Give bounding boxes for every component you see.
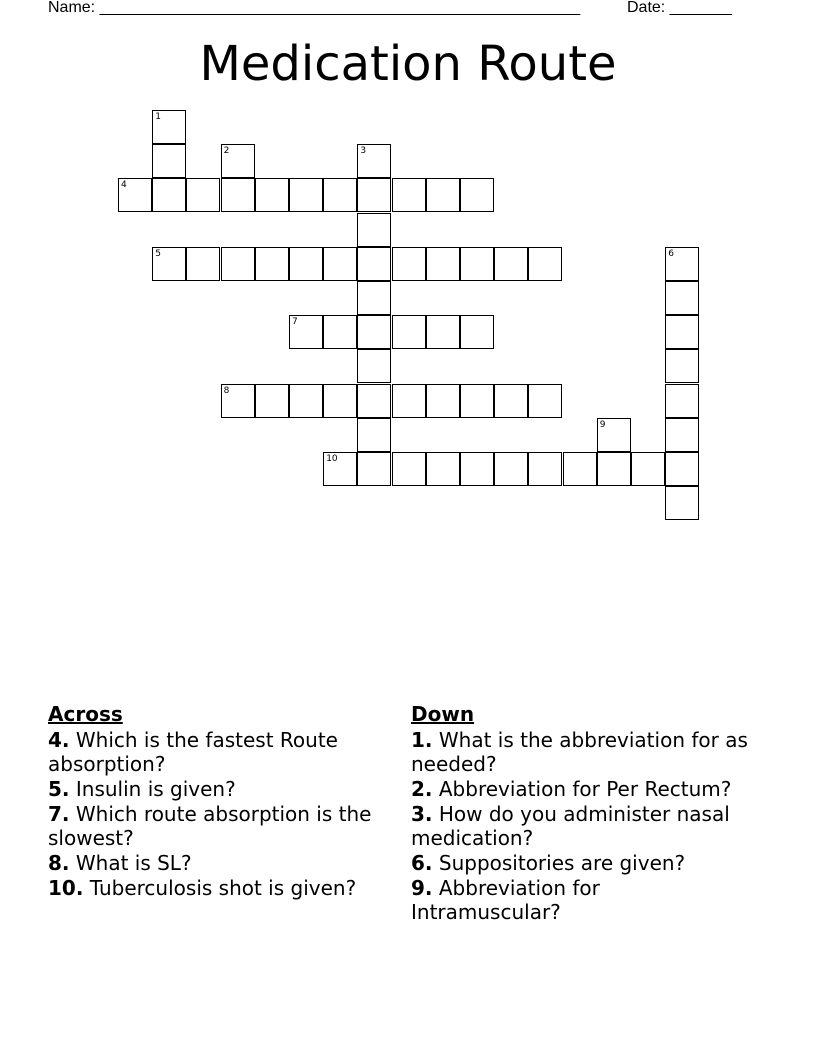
crossword-cell[interactable] [152,178,186,212]
clue-number: 8. [48,851,70,875]
cell-number: 7 [292,317,298,328]
crossword-cell[interactable] [460,247,494,281]
clue-text: Abbreviation for Per Rectum? [438,777,732,801]
crossword-cell[interactable] [597,418,631,452]
crossword-cell[interactable] [631,452,665,486]
crossword-cell[interactable] [221,384,255,418]
crossword-cell[interactable] [426,247,460,281]
clue-text: Insulin is given? [75,777,236,801]
crossword-cell[interactable] [528,384,562,418]
cell-number: 9 [599,419,606,430]
crossword-cell[interactable] [152,144,186,178]
crossword-cell[interactable] [460,452,494,486]
crossword-cell[interactable] [357,281,391,315]
clue-number: 6. [411,851,433,875]
crossword-cell[interactable] [494,247,528,281]
crossword-cell[interactable] [289,247,323,281]
crossword-cell[interactable] [255,178,289,212]
crossword-cell[interactable] [460,315,494,349]
crossword-cell[interactable] [665,315,699,349]
crossword-cell[interactable] [323,452,357,486]
crossword-cell[interactable] [221,178,255,212]
crossword-cell[interactable] [186,247,220,281]
crossword-cell[interactable] [665,349,699,383]
crossword-cell[interactable] [460,384,494,418]
crossword-cell[interactable] [494,452,528,486]
crossword-cell[interactable] [289,384,323,418]
clue-down-1 [411,728,751,776]
page-title: Medication Route [199,36,617,92]
clue-number: 3. [411,802,433,826]
crossword-cell[interactable] [392,315,426,349]
crossword-cell[interactable] [392,384,426,418]
crossword-cell[interactable] [255,247,289,281]
clue-number: 4. [48,728,70,752]
crossword-cell[interactable] [152,110,186,144]
cell-number: 3 [360,146,367,157]
crossword-cell[interactable] [357,315,391,349]
cell-number: 5 [155,248,161,259]
crossword-cell[interactable] [186,178,220,212]
cell-number: 6 [668,248,674,259]
crossword-cell[interactable] [426,384,460,418]
crossword-cell[interactable] [357,452,391,486]
crossword-cell[interactable] [357,213,391,247]
crossword-cell[interactable] [152,247,186,281]
crossword-cell[interactable] [357,349,391,383]
crossword-cell[interactable] [528,247,562,281]
crossword-cell[interactable] [392,178,426,212]
crossword-cell[interactable] [665,452,699,486]
crossword-cell[interactable] [255,384,289,418]
down-heading: Down [411,702,475,726]
clue-down-6 [411,851,751,875]
crossword-cell[interactable] [597,452,631,486]
clue-text: Suppositories are given? [438,851,686,875]
crossword-cell[interactable] [392,452,426,486]
clue-text: Which is the fastest Route absorption? [48,728,338,776]
crossword-cell[interactable] [563,452,597,486]
crossword-cell[interactable] [323,178,357,212]
cell-number: 8 [223,385,230,396]
crossword-cell[interactable] [392,247,426,281]
crossword-cell[interactable] [426,315,460,349]
clue-down-3 [411,802,751,850]
crossword-cell[interactable] [528,452,562,486]
crossword-cell[interactable] [357,144,391,178]
date-field-label: Date: _______ [627,0,732,16]
crossword-cell[interactable] [665,384,699,418]
crossword-cell[interactable] [323,247,357,281]
crossword-cell[interactable] [323,384,357,418]
crossword-cell[interactable] [357,247,391,281]
crossword-cell[interactable] [494,384,528,418]
across-heading: Across [48,702,123,726]
down-clues [411,702,751,925]
crossword-cell[interactable] [289,178,323,212]
crossword-cell[interactable] [221,247,255,281]
crossword-cell[interactable] [357,384,391,418]
crossword-cell[interactable] [665,247,699,281]
across-clues [48,702,378,901]
name-field-label: Name: ______________________________________________________ [48,0,581,16]
clue-text: Which route absorption is the slowest? [48,802,372,850]
crossword-cell[interactable] [426,452,460,486]
cell-number: 2 [223,146,230,157]
cell-number: 4 [121,180,127,191]
clue-down-2 [411,777,751,801]
cell-number: 1 [155,112,161,122]
clue-text: Tuberculosis shot is given? [89,876,357,900]
crossword-cell[interactable] [460,178,494,212]
crossword-cell[interactable] [221,144,255,178]
clue-number: 10. [48,876,84,900]
crossword-cell[interactable] [665,418,699,452]
clue-text: Abbreviation for Intramuscular? [411,876,600,924]
clue-across-8 [48,851,378,875]
crossword-cell[interactable] [323,315,357,349]
cell-number: 10 [326,454,338,464]
crossword-cell[interactable] [426,178,460,212]
clue-number: 5. [48,777,70,801]
clue-across-4 [48,728,378,776]
clue-across-10 [48,876,378,900]
clue-number: 1. [411,728,433,752]
crossword-cell[interactable] [289,315,323,349]
crossword-cell[interactable] [665,281,699,315]
clue-across-7 [48,802,378,850]
crossword-cell[interactable] [118,178,152,212]
clue-text: How do you administer nasal medication? [411,802,730,850]
clue-text: What is the abbreviation for as needed? [411,728,748,776]
crossword-cell[interactable] [665,486,699,520]
clue-number: 7. [48,802,70,826]
clue-down-9 [411,876,751,924]
clue-number: 2. [411,777,433,801]
clue-text: What is SL? [75,851,192,875]
crossword-cell[interactable] [357,178,391,212]
clue-across-5 [48,777,378,801]
clue-number: 9. [411,876,433,900]
crossword-cell[interactable] [357,418,391,452]
